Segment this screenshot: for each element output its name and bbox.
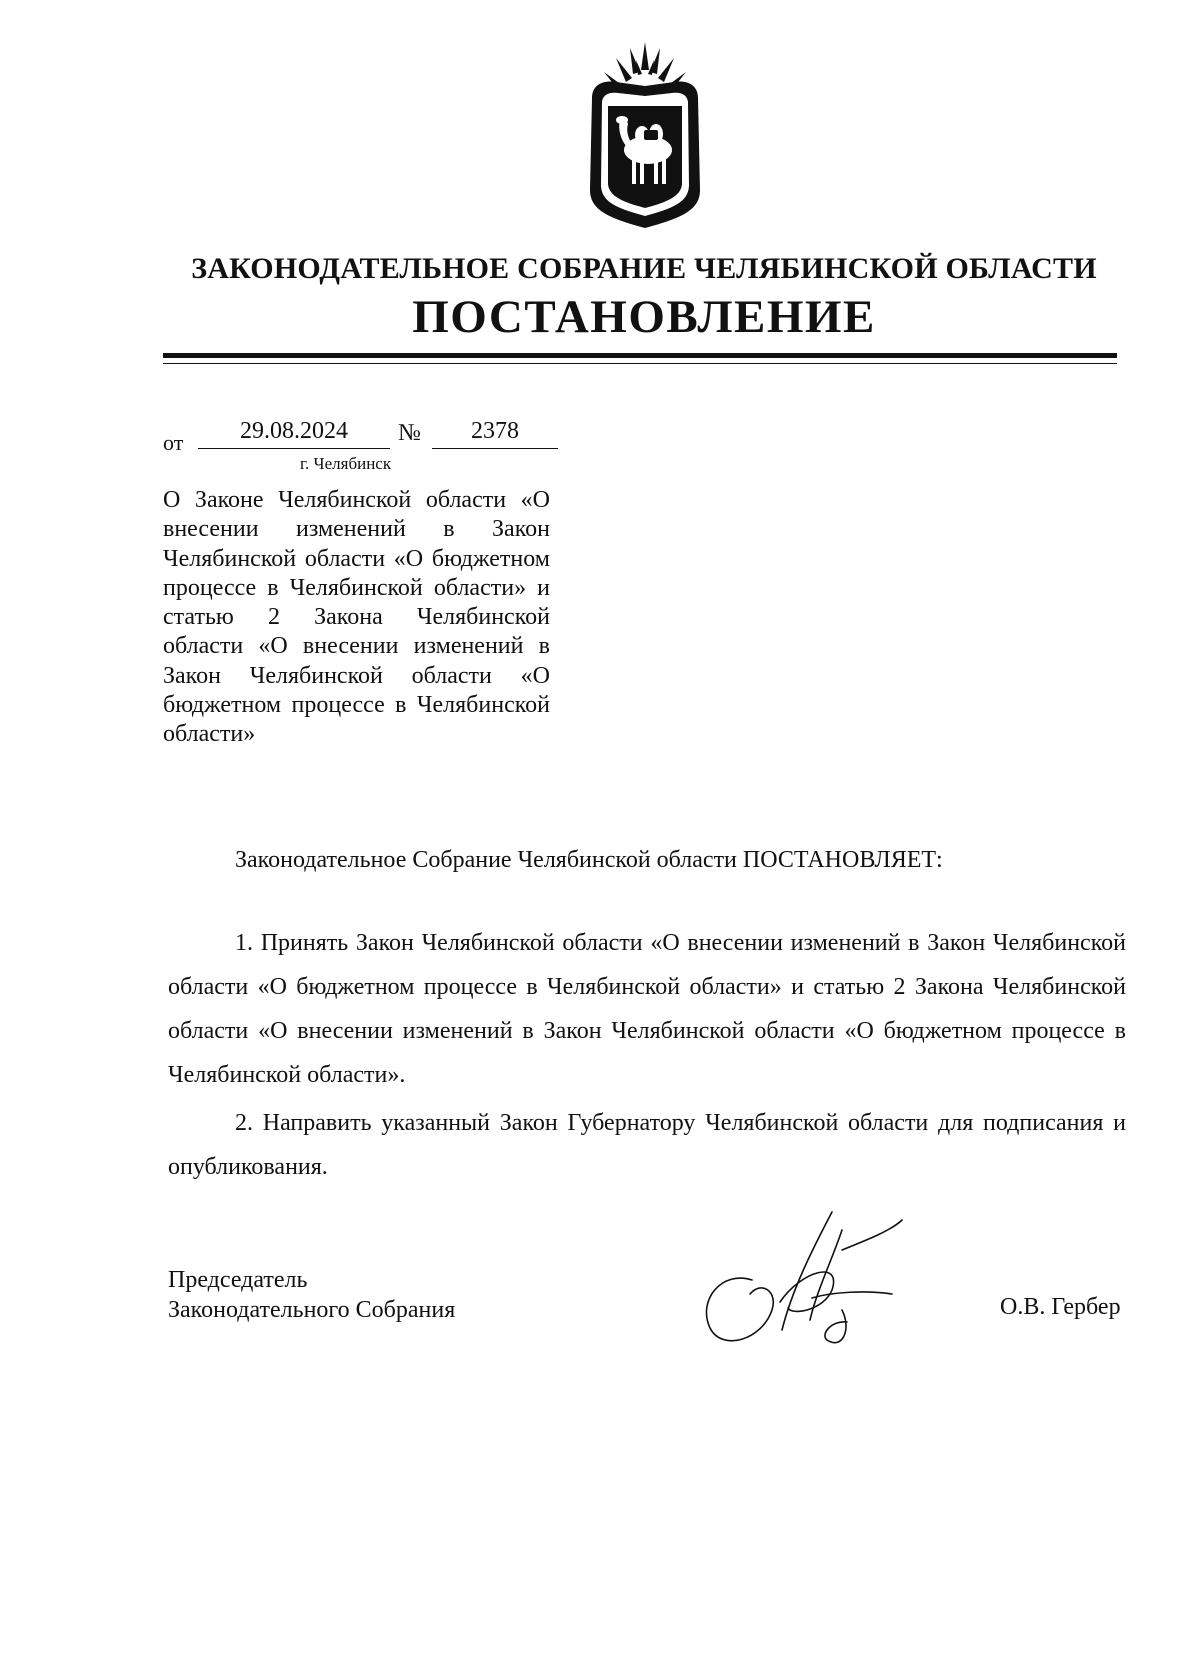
signer-name: О.В. Гербер xyxy=(1000,1294,1121,1320)
date-underline xyxy=(198,448,390,449)
document-city: г. Челябинск xyxy=(300,454,392,473)
clauses xyxy=(168,921,1126,1189)
preamble: Законодательное Собрание Челябинской области ПОСТАНОВЛЯЕТ: xyxy=(235,847,943,873)
date-prefix: от xyxy=(163,430,184,455)
number-underline xyxy=(432,448,558,449)
document-number: 2378 xyxy=(471,418,519,444)
header-divider-thin xyxy=(163,363,1117,364)
coat-of-arms-icon xyxy=(570,40,720,235)
signer-title-line-1: Председатель xyxy=(168,1267,308,1293)
clause-2: 2. Направить указанный Закон Губернатору Челябинской области для подписания и опубликования. xyxy=(168,1110,1126,1180)
document-type-title: ПОСТАНОВЛЕНИЕ xyxy=(412,291,876,343)
document-date: 29.08.2024 xyxy=(240,418,348,444)
organization-title: ЗАКОНОДАТЕЛЬНОЕ СОБРАНИЕ ЧЕЛЯБИНСКОЙ ОБЛАСТИ xyxy=(191,252,1097,285)
clause-1: 1. Принять Закон Челябинской области «О внесении изменений в Закон Челябинской области «О бюджетном процессе в Челябинской области» и статью 2 Закона Челябинской области «О внесении изменений в Закон Челябинской области «О бюджетном процессе в Челябинской области». xyxy=(168,930,1126,1088)
header-divider-thick xyxy=(163,353,1117,358)
number-sign: № xyxy=(398,420,421,446)
signer-title xyxy=(168,1265,455,1325)
handwritten-signature-icon xyxy=(692,1210,912,1360)
signer-title-line-2: Законодательного Собрания xyxy=(168,1297,456,1323)
document-subject: О Законе Челябинской области «О внесении изменений в Закон Челябинской области «О бюджетном процессе в Челябинской области» и статью 2 Закона Челябинской области «О внесении изменений в Закон Челябинской области «О бюджетном процессе в Челябинской области» xyxy=(163,487,550,748)
